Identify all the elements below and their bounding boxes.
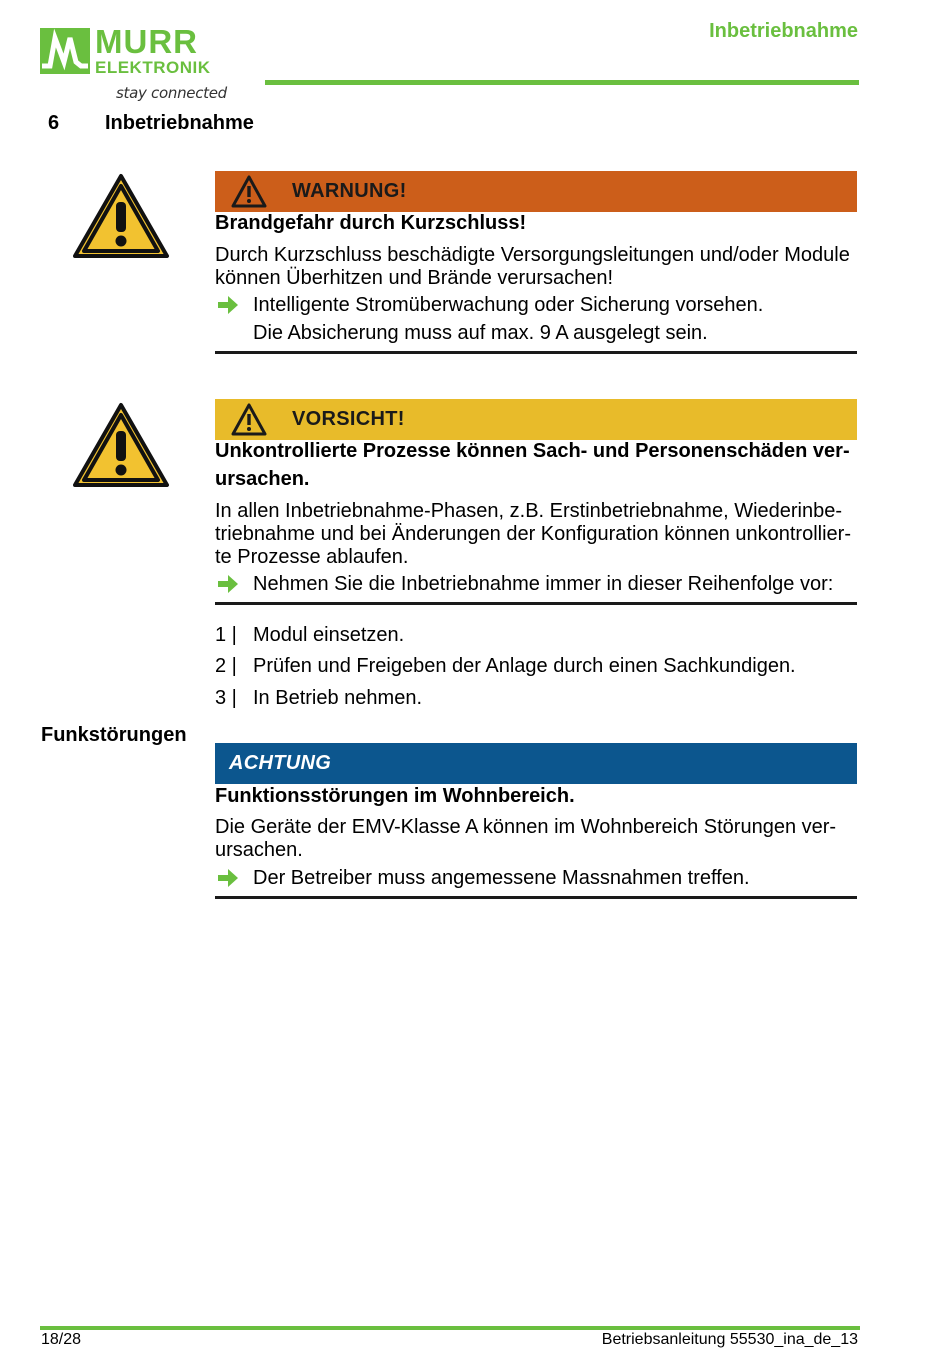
note-action-text: Der Betreiber muss angemessene Massnahmen treffen.	[253, 867, 750, 889]
note-banner	[215, 743, 857, 784]
warning-action-note: Die Absicherung muss auf max. 9 A ausgelegt sein.	[253, 322, 708, 344]
step-number: 1 |	[215, 624, 237, 646]
caution-bottom-rule	[215, 602, 857, 605]
side-label-funkstoerungen: Funkstörungen	[41, 724, 187, 746]
warning-triangle-icon	[231, 403, 267, 436]
running-title: Inbetriebnahme	[709, 20, 858, 42]
note-headline: Funktionsstörungen im Wohnbereich.	[215, 785, 575, 807]
section-title: Inbetriebnahme	[105, 112, 254, 134]
step-text: In Betrieb nehmen.	[253, 687, 422, 709]
step-text: Prüfen und Freigeben der Anlage durch einen Sachkundigen.	[253, 655, 796, 677]
logo-brand-sub: ELEKTRONIK	[95, 58, 211, 77]
note-body-line2: ursachen.	[215, 839, 303, 861]
warning-bottom-rule	[215, 351, 857, 354]
green-arrow-icon	[217, 294, 239, 316]
section-number: 6	[48, 112, 60, 134]
caution-body-line3: te Prozesse ablaufen.	[215, 546, 409, 568]
note-signal-word: ACHTUNG	[229, 752, 332, 774]
warning-banner	[215, 171, 857, 212]
warning-headline: Brandgefahr durch Kurzschluss!	[215, 212, 527, 234]
green-arrow-icon	[217, 573, 239, 595]
green-arrow-icon	[217, 867, 239, 889]
caution-action-text: Nehmen Sie die Inbetriebnahme immer in dieser Reihenfolge vor:	[253, 573, 834, 595]
note-bottom-rule	[215, 896, 857, 899]
step-text: Modul einsetzen.	[253, 624, 405, 646]
warning-signal-word: WARNUNG!	[292, 180, 407, 202]
note-body-line1: Die Geräte der EMV-Klasse A können im Wohnbereich Störungen ver-	[215, 816, 837, 838]
step-number: 3 |	[215, 687, 237, 709]
document-id: Betriebsanleitung 55530_ina_de_13	[601, 1331, 858, 1348]
caution-banner	[215, 399, 857, 440]
logo-brand: MURR	[95, 23, 198, 60]
caution-body-line1: In allen Inbetriebnahme-Phasen, z.B. Erstinbetriebnahme, Wiederinbe-	[215, 500, 843, 522]
caution-headline-line1: Unkontrollierte Prozesse können Sach- und Personenschäden ver-	[215, 440, 850, 462]
step-number: 2 |	[215, 655, 237, 677]
logo-tagline: stay connected	[116, 84, 227, 102]
caution-headline-line2: ursachen.	[215, 468, 310, 490]
caution-body-line2: triebnahme und bei Änderungen der Konfiguration können unkontrollier-	[215, 523, 851, 545]
warning-body-line1: Durch Kurzschluss beschädigte Versorgungsleitungen und/oder Module	[215, 244, 850, 266]
warning-action-text: Intelligente Stromüberwachung oder Sicherung vorsehen.	[253, 294, 764, 316]
caution-signal-word: VORSICHT!	[292, 408, 405, 430]
page-number: 18/28	[41, 1331, 82, 1348]
warning-body-line2: können Überhitzen und Brände verursachen!	[215, 267, 614, 289]
footer-rule	[40, 1326, 860, 1330]
warning-triangle-icon	[72, 172, 170, 260]
warning-triangle-icon	[72, 401, 170, 489]
warning-triangle-icon	[231, 175, 267, 208]
header-rule	[265, 80, 859, 85]
